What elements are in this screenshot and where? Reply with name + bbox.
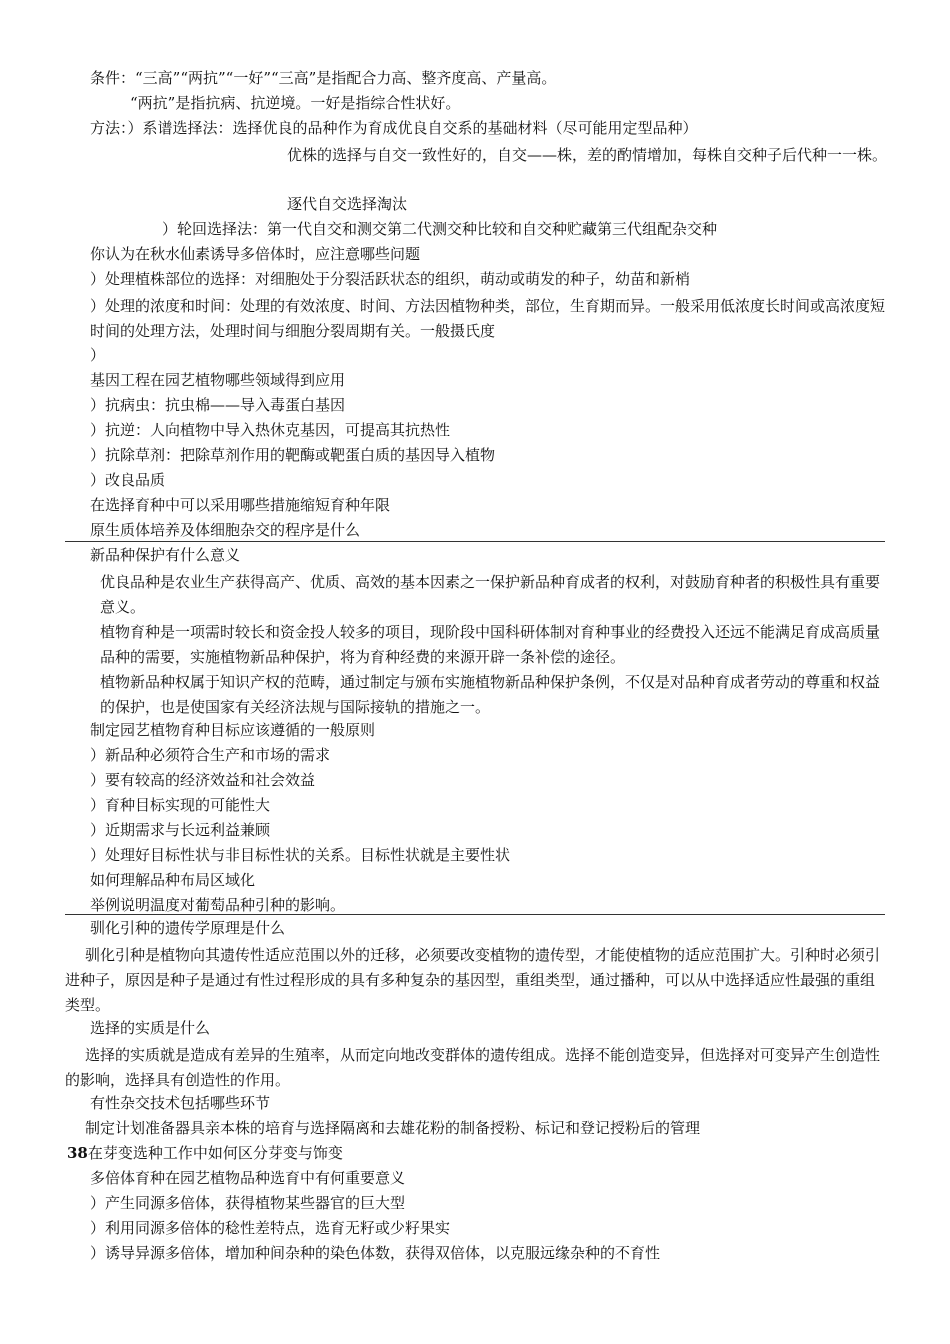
variety-protection-question: 新品种保护有什么意义 bbox=[90, 546, 241, 564]
ge-item-4: ）改良品质 bbox=[90, 471, 166, 489]
question-38-number: 38 bbox=[67, 1144, 88, 1162]
domestication-answer: 驯化引种是植物向其遗传性适应范围以外的迁移，必须要改变植物的遗传型，才能使植物的适应范围扩大。引种时必须引进种子，原因是种子是通过有性过程形成的具有多种复杂的基因型，重组类型，通过播种，可以从中选择适应性最强的重组类型。 bbox=[65, 946, 881, 1014]
pedigree-detail-paragraph: 优株的选择与自交一致性好的，自交——株，差的酌情增加，每株自交种子后代种一一株。 bbox=[287, 146, 888, 164]
principles-question: 制定园艺植物育种目标应该遵循的一般原则 bbox=[90, 721, 376, 739]
hybrid-answer: 制定计划准备器具亲本株的培育与选择隔离和去雄花粉的制备授粉、标记和登记授粉后的管理 bbox=[85, 1119, 701, 1137]
polyploid-item-2: ）利用同源多倍体的稔性差特点，选育无籽或少籽果实 bbox=[90, 1219, 451, 1237]
colchicine-item-3: ） bbox=[90, 346, 106, 364]
conditions-line: 条件：“三高”“两抗”“一好”“三高”是指配合力高、整齐度高、产量高。 bbox=[90, 69, 557, 87]
polyploid-item-3: ）诱导异源多倍体，增加种间杂种的染色体数，获得双倍体，以克服远缘杂种的不育性 bbox=[90, 1244, 661, 1262]
principle-item-1: ）新品种必须符合生产和市场的需求 bbox=[90, 746, 331, 764]
polyploid-question: 多倍体育种在园艺植物品种选育中有何重要意义 bbox=[90, 1169, 406, 1187]
principle-item-5: ）处理好目标性状与非目标性状的关系。目标性状就是主要性状 bbox=[90, 846, 511, 864]
ge-item-2: ）抗逆：人向植物中导入热休克基因，可提高其抗热性 bbox=[90, 421, 451, 439]
ge-item-3: ）抗除草剂：把除草剂作用的靶酶或靶蛋白质的基因导入植物 bbox=[90, 446, 496, 464]
regionalization-question: 如何理解品种布局区域化 bbox=[90, 871, 256, 889]
section-divider-1 bbox=[65, 541, 885, 542]
colchicine-item-2 bbox=[90, 294, 885, 344]
section-divider-2 bbox=[65, 914, 885, 915]
genetic-engineering-question: 基因工程在园艺植物哪些领域得到应用 bbox=[90, 371, 346, 389]
selection-answer: 选择的实质就是造成有差异的生殖率，从而定向地改变群体的遗传组成。选择不能创造变异，但选择对可变异产生创造性的影响，选择具有创造性的作用。 bbox=[65, 1046, 881, 1089]
principle-item-3: ）育种目标实现的可能性大 bbox=[90, 796, 271, 814]
grape-question: 举例说明温度对葡萄品种引种的影响。 bbox=[90, 896, 346, 914]
protection-paragraph-2: 植物育种是一项需时较长和资金投人较多的项目，现阶段中国科研体制对育种事业的经费投入还远不能满足育成高质量品种的需要，实施植物新品种保护，将为育种经费的来源开辟一条补偿的途径。 bbox=[100, 623, 881, 666]
principle-item-4: ）近期需求与长远利益兼顾 bbox=[90, 821, 271, 839]
polyploid-item-1: ）产生同源多倍体，获得植物某些器官的巨大型 bbox=[90, 1194, 406, 1212]
shorten-breeding-question: 在选择育种中可以采用哪些措施缩短育种年限 bbox=[90, 496, 391, 514]
recurrent-method-line: ）轮回选择法：第一代自交和测交第二代测交种比较和自交种贮藏第三代组配杂交种 bbox=[162, 220, 718, 238]
question-38-text: 在芽变选种工作中如何区分芽变与饰变 bbox=[87, 1144, 343, 1162]
domestication-question: 驯化引种的遗传学原理是什么 bbox=[90, 919, 286, 937]
protection-paragraph-3: 植物新品种权属于知识产权的范畴，通过制定与颁布实施植物新品种保护条例，不仅是对品种育成者劳动的尊重和权益的保护，也是使国家有关经济法规与国际接轨的措施之一。 bbox=[100, 673, 881, 716]
ge-item-1: ）抗病虫：抗虫棉——导入毒蛋白基因 bbox=[90, 396, 346, 414]
pedigree-method-line: 方法：）系谱选择法：选择优良的品种作为育成优良自交系的基础材料（尽可能用定型品种） bbox=[90, 119, 698, 137]
colchicine-item-2-text: ）处理的浓度和时间：处理的有效浓度、时间、方法因植物种类，部位，生育期而异。一般采用低浓度长时间或高浓度短时间的处理方法，处理时间与细胞分裂周期有关。一般摄氏度 bbox=[90, 297, 886, 340]
selection-question: 选择的实质是什么 bbox=[90, 1019, 211, 1037]
principle-item-2: ）要有较高的经济效益和社会效益 bbox=[90, 771, 316, 789]
question-38 bbox=[67, 1143, 343, 1163]
protoplast-question: 原生质体培养及体细胞杂交的程序是什么 bbox=[90, 521, 361, 539]
hybrid-question: 有性杂交技术包括哪些环节 bbox=[90, 1094, 271, 1112]
colchicine-question: 你认为在秋水仙素诱导多倍体时，应注意哪些问题 bbox=[90, 245, 421, 263]
pedigree-eliminate-line: 逐代自交选择淘汰 bbox=[287, 195, 408, 213]
liangkang-line: “两抗”是指抗病、抗逆境。一好是指综合性状好。 bbox=[130, 94, 461, 112]
protection-paragraph-1: 优良品种是农业生产获得高产、优质、高效的基本因素之一保护新品种育成者的权利，对鼓励育种者的积极性具有重要意义。 bbox=[100, 573, 881, 616]
colchicine-item-1: ）处理植株部位的选择：对细胞处于分裂活跃状态的组织，萌动或萌发的种子，幼苗和新梢 bbox=[90, 270, 691, 288]
